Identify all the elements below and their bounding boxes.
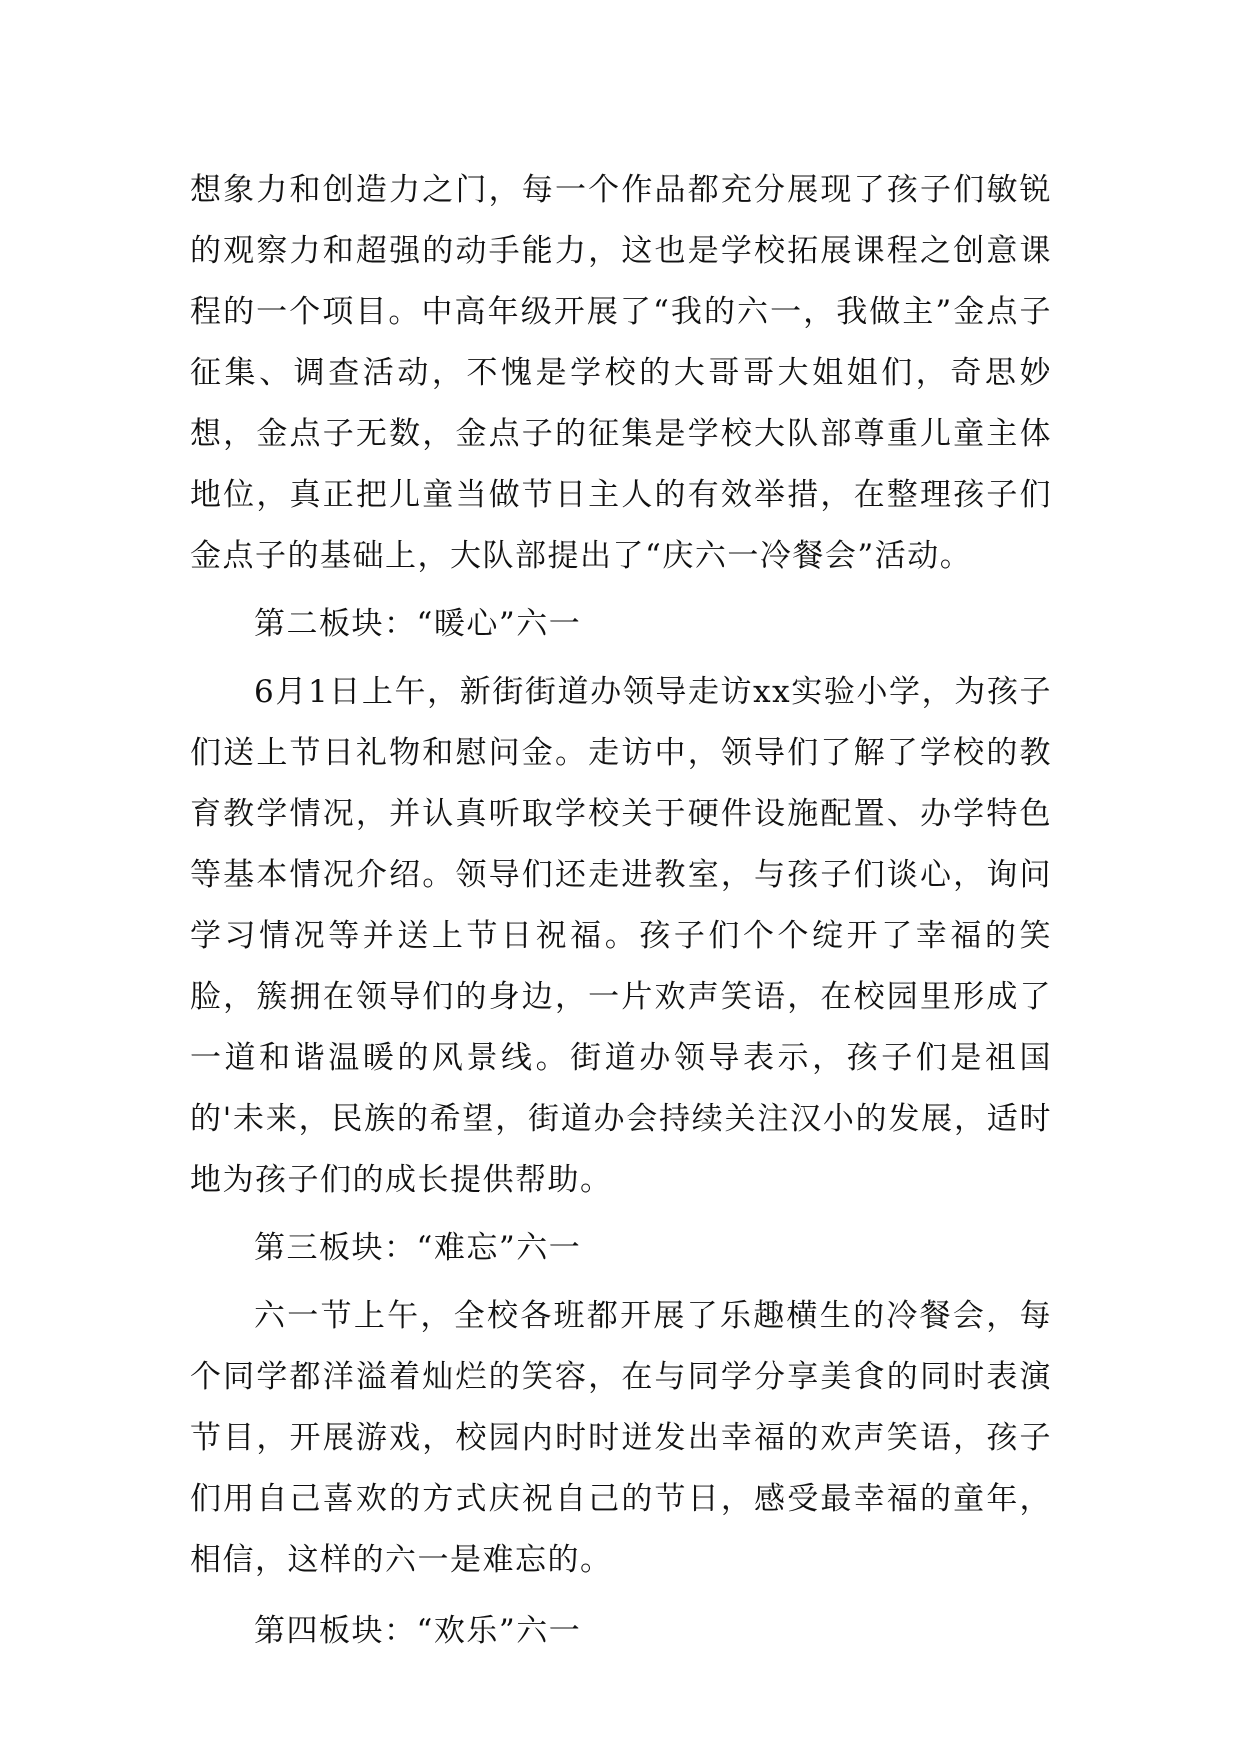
section-heading-memorable: 第三板块：“难忘”六一 <box>254 1230 582 1266</box>
paragraph-creative-contest: 想象力和创造力之门，每一个作品都充分展现了孩子们敏锐的观察力和超强的动手能力，这也是学校拓展课程之创意课程的一个项目。中高年级开展了“我的六一，我做主”金点子征集、调查活动，不愧是学校的大哥哥大姐姐们，奇思妙想，金点子无数，金点子的征集是学校大队部尊重儿童主体地位，真正把儿童当做节日主人的有效举措，在整理孩子们金点子的基础上，大队部提出了“庆六一冷餐会”活动。 <box>190 172 1052 574</box>
document-body <box>190 160 1052 1662</box>
section-heading-warm: 第二板块：“暖心”六一 <box>254 606 582 642</box>
paragraph-buffet-party: 六一节上午，全校各班都开展了乐趣横生的冷餐会，每个同学都洋溢着灿烂的笑容，在与同学分享美食的同时表演节目，开展游戏，校园内时时迸发出幸福的欢声笑语，孩子们用自己喜欢的方式庆祝自己的节日，感受最幸福的童年，相信，这样的六一是难忘的。 <box>190 1298 1052 1578</box>
section-heading-joyful: 第四板块：“欢乐”六一 <box>254 1613 582 1649</box>
paragraph-leadership-visit: 6月1日上午，新街街道办领导走访xx实验小学，为孩子们送上节日礼物和慰问金。走访中，领导们了解了学校的教育教学情况，并认真听取学校关于硬件设施配置、办学特色等基本情况介绍。领导们还走进教室，与孩子们谈心，询问学习情况等并送上节日祝福。孩子们个个绽开了幸福的笑脸，簇拥在领导们的身边，一片欢声笑语，在校园里形成了一道和谐温暖的风景线。街道办领导表示，孩子们是祖国的'未来，民族的希望，街道办会持续关注汉小的发展，适时地为孩子们的成长提供帮助。 <box>190 674 1052 1198</box>
